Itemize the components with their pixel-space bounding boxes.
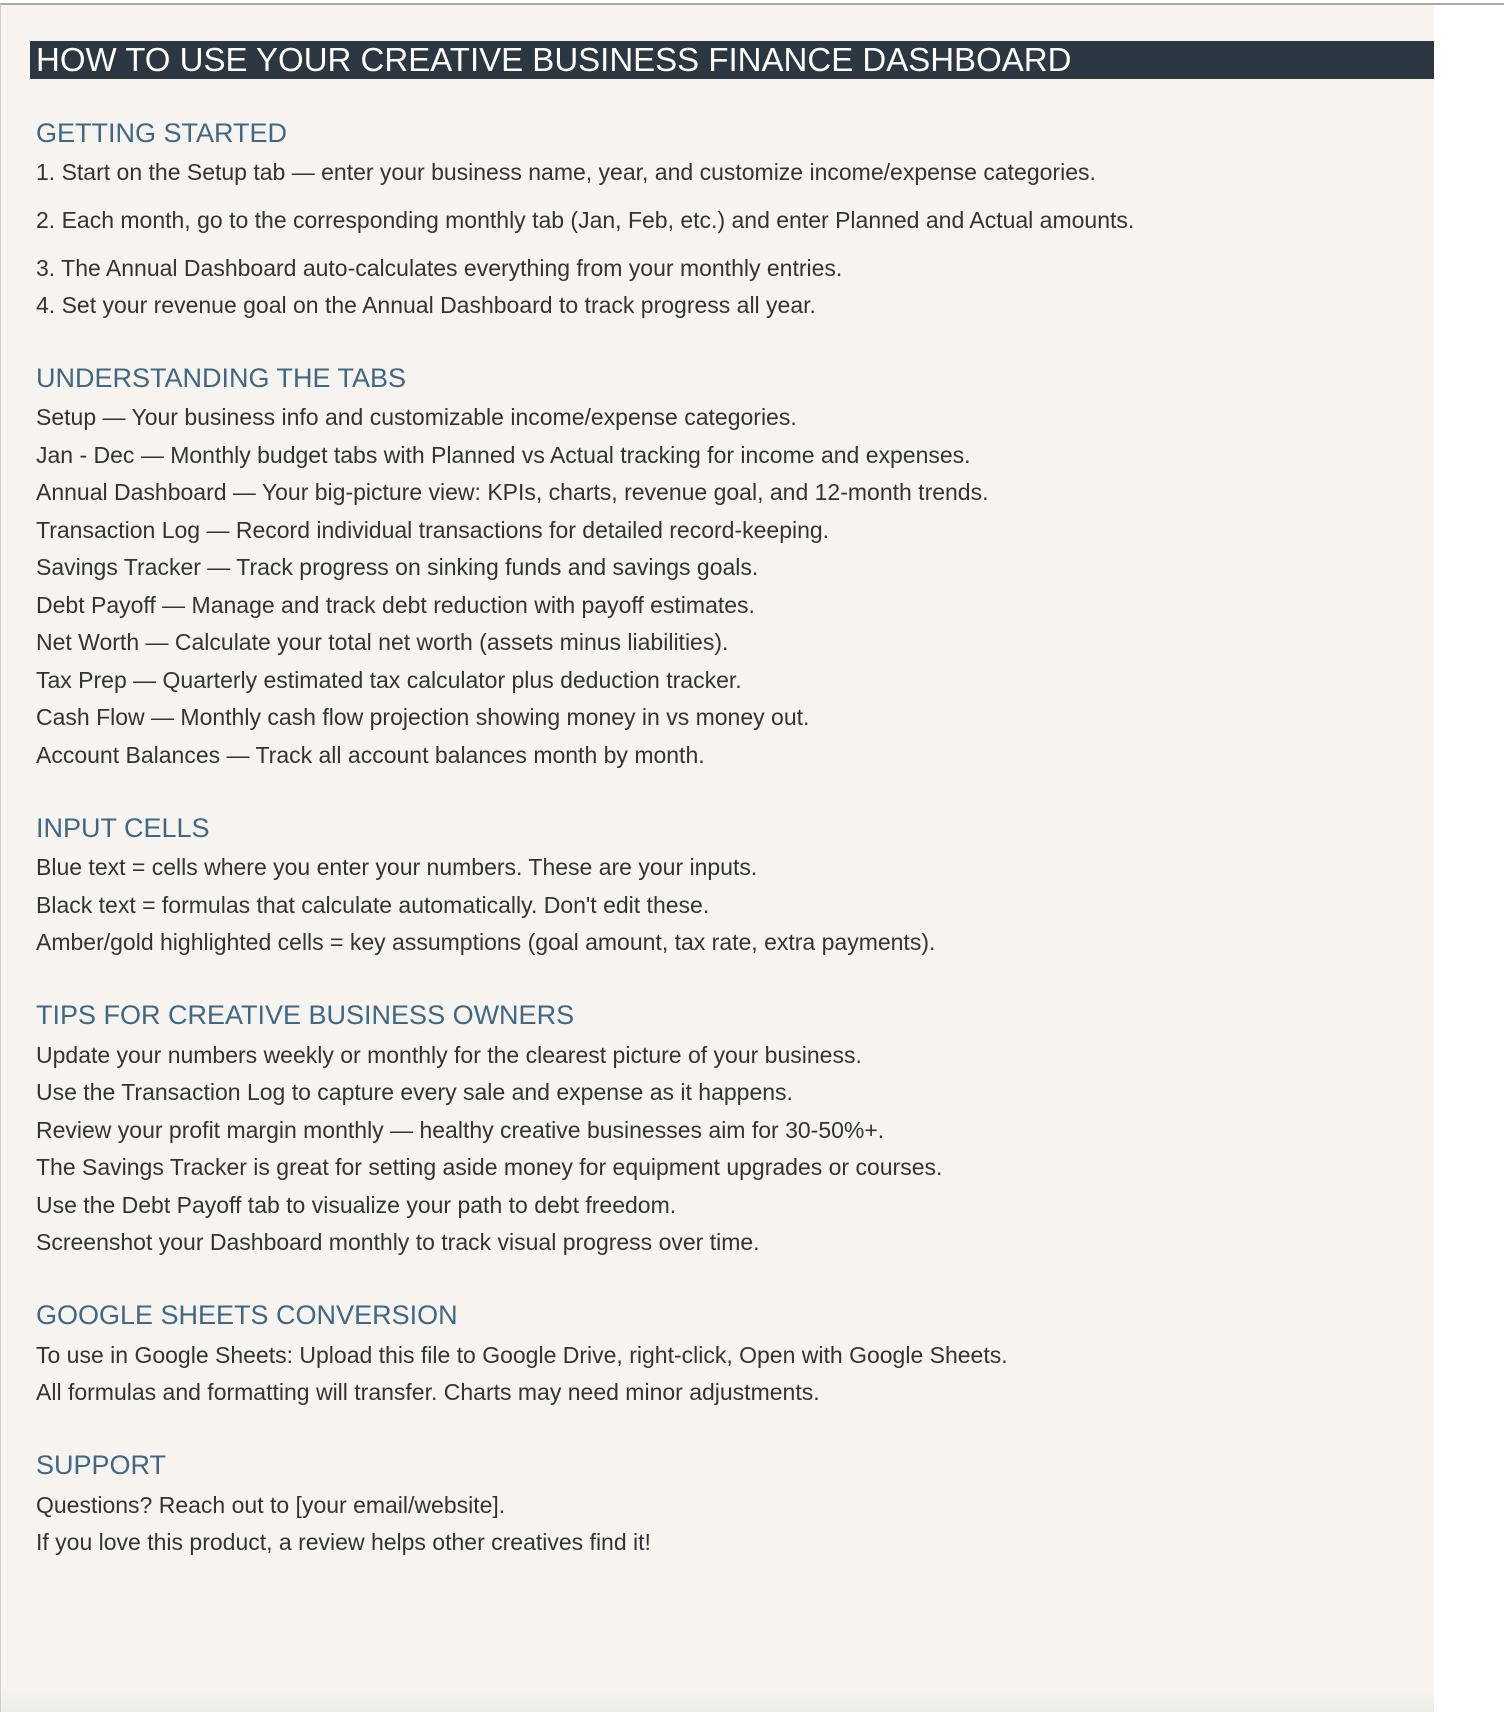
instruction-line[interactable]: 2. Each month, go to the corresponding monthly tab (Jan, Feb, etc.) and enter Planned and Actual amounts. — [36, 207, 1135, 233]
section-heading-tips[interactable]: TIPS FOR CREATIVE BUSINESS OWNERS — [36, 1000, 575, 1030]
input-cells-line[interactable]: Amber/gold highlighted cells = key assumptions (goal amount, tax rate, extra payments). — [36, 929, 936, 955]
input-cells-line[interactable]: Blue text = cells where you enter your numbers. These are your inputs. — [36, 854, 758, 880]
tab-description-line[interactable]: Cash Flow — Monthly cash flow projection showing money in vs money out. — [36, 704, 810, 730]
instruction-line[interactable]: 4. Set your revenue goal on the Annual Dashboard to track progress all year. — [36, 292, 816, 318]
instruction-line[interactable]: 1. Start on the Setup tab — enter your business name, year, and customize income/expense categories. — [36, 159, 1096, 185]
support-line[interactable]: If you love this product, a review helps other creatives find it! — [36, 1529, 651, 1555]
section-heading-google-sheets[interactable]: GOOGLE SHEETS CONVERSION — [36, 1300, 458, 1330]
conversion-line[interactable]: All formulas and formatting will transfer. Charts may need minor adjustments. — [36, 1379, 820, 1405]
sheet-title[interactable]: HOW TO USE YOUR CREATIVE BUSINESS FINANCE DASHBOARD — [30, 41, 1434, 79]
tip-line[interactable]: Screenshot your Dashboard monthly to track visual progress over time. — [36, 1229, 760, 1255]
conversion-line[interactable]: To use in Google Sheets: Upload this file to Google Drive, right-click, Open with Google Sheets. — [36, 1342, 1008, 1368]
section-heading-support[interactable]: SUPPORT — [36, 1450, 167, 1480]
tab-description-line[interactable]: Setup — Your business info and customizable income/expense categories. — [36, 404, 797, 430]
tip-line[interactable]: The Savings Tracker is great for setting aside money for equipment upgrades or courses. — [36, 1154, 943, 1180]
instruction-line[interactable]: 3. The Annual Dashboard auto-calculates everything from your monthly entries. — [36, 255, 843, 281]
tab-description-line[interactable]: Jan - Dec — Monthly budget tabs with Planned vs Actual tracking for income and expenses. — [36, 442, 971, 468]
tab-description-line[interactable]: Tax Prep — Quarterly estimated tax calculator plus deduction tracker. — [36, 667, 742, 693]
tip-line[interactable]: Use the Transaction Log to capture every sale and expense as it happens. — [36, 1079, 793, 1105]
tab-description-line[interactable]: Annual Dashboard — Your big-picture view: KPIs, charts, revenue goal, and 12-month trends. — [36, 479, 989, 505]
tab-description-line[interactable]: Savings Tracker — Track progress on sinking funds and savings goals. — [36, 554, 759, 580]
tab-description-line[interactable]: Transaction Log — Record individual transactions for detailed record-keeping. — [36, 517, 830, 543]
section-heading-input-cells[interactable]: INPUT CELLS — [36, 813, 210, 843]
tab-description-line[interactable]: Debt Payoff — Manage and track debt reduction with payoff estimates. — [36, 592, 755, 618]
section-heading-getting-started[interactable]: GETTING STARTED — [36, 118, 288, 148]
input-cells-line[interactable]: Black text = formulas that calculate automatically. Don't edit these. — [36, 892, 710, 918]
tab-description-line[interactable]: Net Worth — Calculate your total net worth (assets minus liabilities). — [36, 629, 729, 655]
sheet-bottom-edge — [1, 1688, 1434, 1712]
tip-line[interactable]: Use the Debt Payoff tab to visualize your path to debt freedom. — [36, 1192, 677, 1218]
support-line[interactable]: Questions? Reach out to [your email/website]. — [36, 1492, 506, 1518]
section-heading-understanding-tabs[interactable]: UNDERSTANDING THE TABS — [36, 363, 407, 393]
tip-line[interactable]: Update your numbers weekly or monthly for the clearest picture of your business. — [36, 1042, 862, 1068]
tab-description-line[interactable]: Account Balances — Track all account balances month by month. — [36, 742, 705, 768]
tip-line[interactable]: Review your profit margin monthly — healthy creative businesses aim for 30-50%+. — [36, 1117, 885, 1143]
